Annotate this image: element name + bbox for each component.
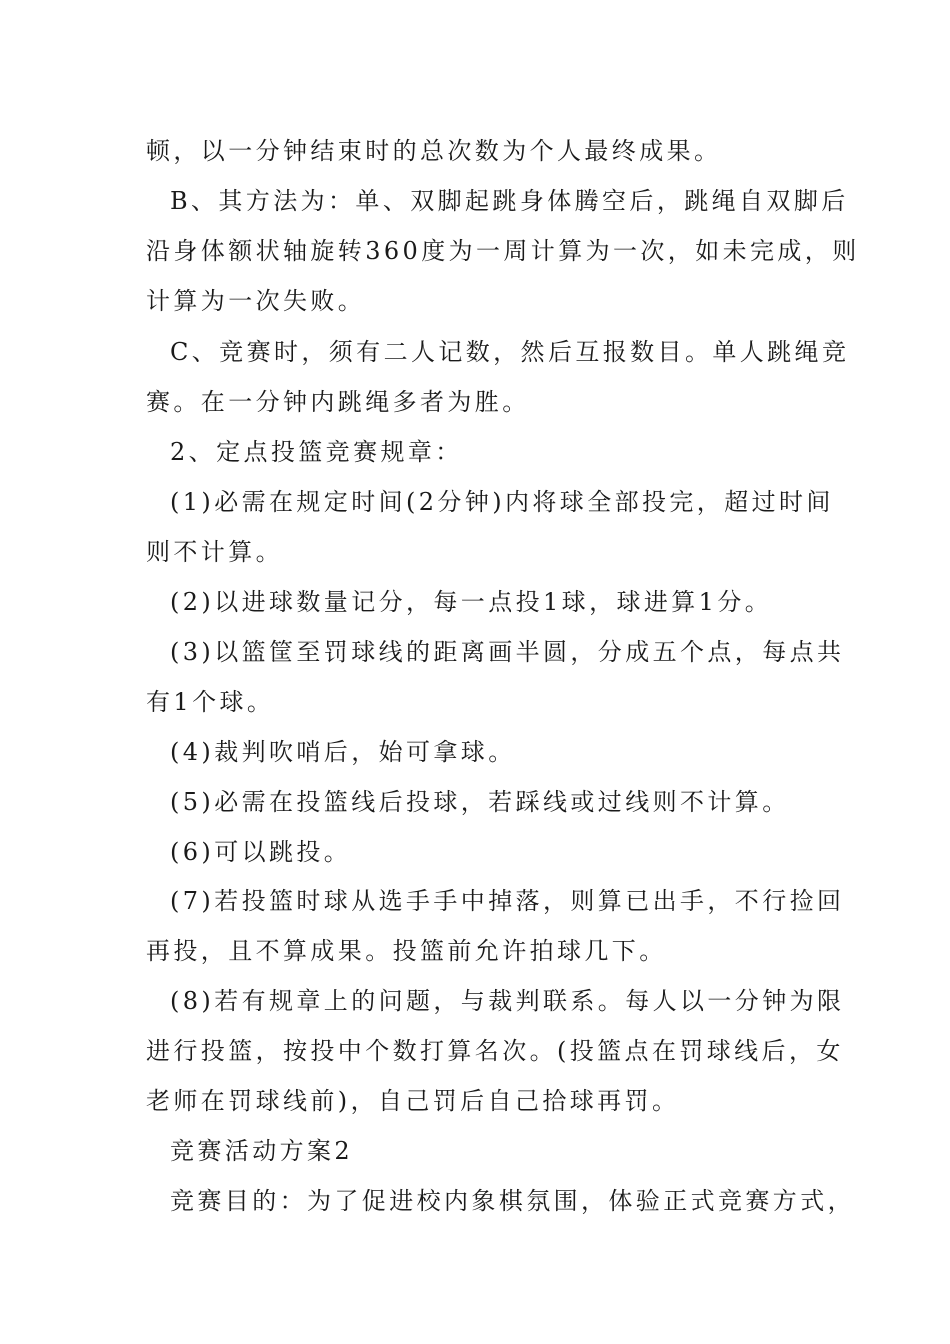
text-line: (7)若投篮时球从选手手中掉落，则算已出手，不行捡回 [170, 887, 845, 915]
text-line: 赛。在一分钟内跳绳多者为胜。 [146, 388, 530, 416]
text-line: (3)以篮筐至罚球线的距离画半圆，分成五个点，每点共 [170, 638, 845, 666]
text-line: 有1个球。 [146, 688, 275, 716]
text-line: (8)若有规章上的问题，与裁判联系。每人以一分钟为限 [170, 987, 845, 1015]
text-line: 沿身体额状轴旋转360度为一周计算为一次，如未完成，则 [146, 237, 860, 265]
text-line: 老师在罚球线前)，自己罚后自己拾球再罚。 [146, 1087, 680, 1115]
text-line: C、竞赛时，须有二人记数，然后互报数目。单人跳绳竞 [170, 338, 850, 366]
text-line: 计算为一次失败。 [146, 287, 366, 315]
text-line: 则不计算。 [146, 538, 283, 566]
text-line: 进行投篮，按投中个数打算名次。(投篮点在罚球线后，女 [146, 1037, 844, 1065]
section-title: 竞赛活动方案2 [170, 1137, 354, 1165]
text-line: B、其方法为：单、双脚起跳身体腾空后，跳绳自双脚后 [170, 187, 849, 215]
text-line: (2)以进球数量记分，每一点投1球，球进算1分。 [170, 588, 773, 616]
text-line: 再投，且不算成果。投篮前允许拍球几下。 [146, 937, 667, 965]
section-heading: 2、定点投篮竞赛规章： [170, 438, 463, 466]
text-line: (5)必需在投篮线后投球，若踩线或过线则不计算。 [170, 788, 790, 816]
text-line: 顿，以一分钟结束时的总次数为个人最终成果。 [146, 137, 722, 165]
text-line: 竞赛目的：为了促进校内象棋氛围，体验正式竞赛方式， [170, 1187, 855, 1215]
text-line: (6)可以跳投。 [170, 838, 352, 866]
text-line: (4)裁判吹哨后，始可拿球。 [170, 738, 516, 766]
text-line: (1)必需在规定时间(2分钟)内将球全部投完，超过时间 [170, 488, 834, 516]
